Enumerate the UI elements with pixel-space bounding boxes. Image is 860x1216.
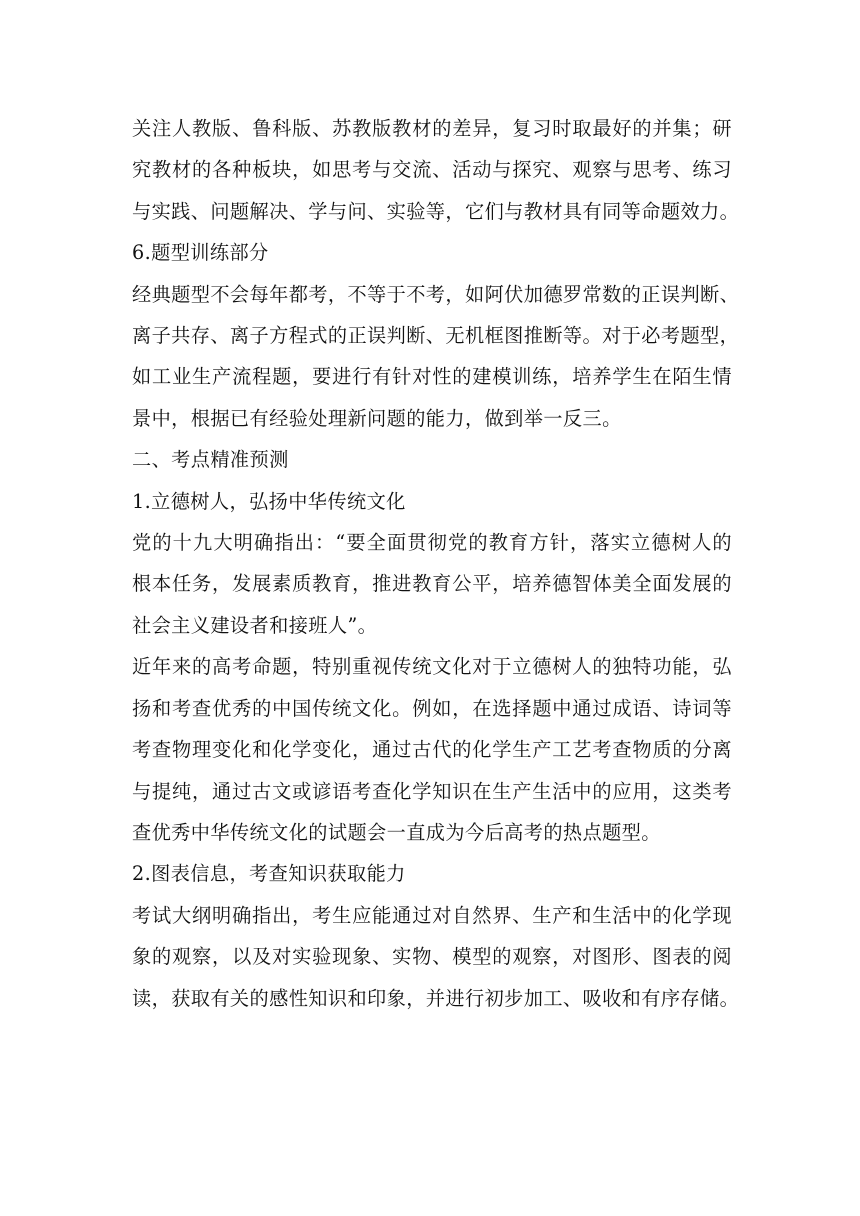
text-line: 扬和考查优秀的中国传统文化。例如，在选择题中通过成语、诗词等 bbox=[132, 696, 732, 720]
text-line: 象的观察，以及对实验现象、实物、模型的观察，对图形、图表的阅 bbox=[132, 945, 732, 969]
text-line: 根本任务，发展素质教育，推进教育公平，培养德智体美全面发展的 bbox=[132, 572, 732, 596]
text-line: 与提纯，通过古文或谚语考查化学知识在生产生活中的应用，这类考 bbox=[132, 779, 732, 803]
text-line: 党的十九大明确指出：“要全面贯彻党的教育方针，落实立德树人的 bbox=[132, 531, 732, 555]
text-line: 社会主义建设者和接班人”。 bbox=[132, 613, 378, 637]
heading-question-type-training: 6.题型训练部分 bbox=[132, 241, 269, 265]
heading-exam-point-prediction: 二、考点精准预测 bbox=[132, 448, 289, 472]
text-line: 究教材的各种板块，如思考与交流、活动与探究、观察与思考、练习 bbox=[132, 158, 732, 182]
text-line: 经典题型不会每年都考，不等于不考，如阿伏加德罗常数的正误判断、 bbox=[132, 282, 740, 306]
document-body bbox=[132, 108, 740, 1019]
paragraph-exam-trends bbox=[132, 646, 732, 853]
text-line: 与实践、问题解决、学与问、实验等，它们与教材具有同等命题效力。 bbox=[132, 199, 740, 223]
text-line: 离子共存、离子方程式的正误判断、无机框图推断等。对于必考题型， bbox=[132, 324, 740, 348]
paragraph-classic-question-types bbox=[132, 274, 740, 440]
heading-traditional-culture: 1.立德树人，弘扬中华传统文化 bbox=[132, 489, 406, 513]
paragraph-party-congress-quote bbox=[132, 522, 732, 646]
text-line: 考查物理变化和化学变化，通过古代的化学生产工艺考查物质的分离 bbox=[132, 738, 732, 762]
text-line: 景中，根据已有经验处理新问题的能力，做到举一反三。 bbox=[132, 406, 622, 430]
text-line: 近年来的高考命题，特别重视传统文化对于立德树人的独特功能，弘 bbox=[132, 655, 732, 679]
paragraph-textbook-differences bbox=[132, 108, 740, 232]
text-line: 考试大纲明确指出，考生应能通过对自然界、生产和生活中的化学现 bbox=[132, 903, 732, 927]
heading-chart-information: 2.图表信息，考查知识获取能力 bbox=[132, 862, 406, 886]
text-line: 读，获取有关的感性知识和印象，并进行初步加工、吸收和有序存储。 bbox=[132, 986, 740, 1010]
text-line: 关注人教版、鲁科版、苏教版教材的差异，复习时取最好的并集；研 bbox=[132, 117, 732, 140]
paragraph-exam-outline bbox=[132, 895, 740, 1019]
text-line: 如工业生产流程题，要进行有针对性的建模训练，培养学生在陌生情 bbox=[132, 365, 732, 389]
text-line: 查优秀中华传统文化的试题会一直成为今后高考的热点题型。 bbox=[132, 820, 661, 844]
